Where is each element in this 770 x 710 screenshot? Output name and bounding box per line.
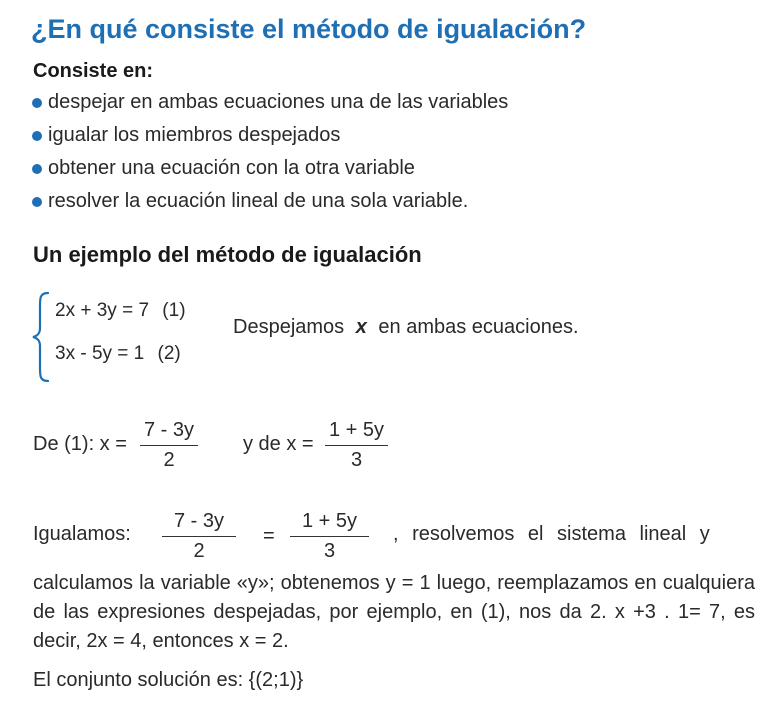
despeje-prefix: De (1): x =	[33, 433, 127, 455]
bullet-dot-icon	[32, 164, 42, 174]
fraction-numerator: 7 - 3y	[162, 510, 236, 537]
list-item-text: resolver la ecuación lineal de una sola variable.	[48, 190, 469, 212]
equation-2-tag: (2)	[157, 343, 181, 364]
equation-1	[55, 300, 186, 322]
fraction-denominator: 3	[350, 449, 363, 471]
list-item	[32, 124, 340, 147]
fraction-denominator: 2	[163, 449, 175, 471]
equation-2	[55, 343, 181, 365]
fraction-denominator: 3	[323, 540, 336, 562]
note-suffix: en ambas ecuaciones.	[378, 316, 579, 338]
despeje-middle: y de x =	[243, 433, 314, 455]
bullet-dot-icon	[32, 98, 42, 108]
bullet-dot-icon	[32, 197, 42, 207]
fraction-denominator: 2	[193, 540, 205, 562]
list-item	[32, 157, 415, 180]
solution-set: El conjunto solución es: {(2;1)}	[33, 669, 304, 691]
subheading: Consiste en:	[33, 60, 154, 82]
equation-1-expr: 2x + 3y = 7	[55, 300, 150, 321]
list-item-text: igualar los miembros despejados	[48, 124, 341, 146]
list-item	[32, 190, 468, 213]
example-heading: Un ejemplo del método de igualación	[33, 242, 422, 267]
fraction-numerator: 1 + 5y	[290, 510, 369, 537]
note-prefix: Despejamos	[233, 316, 345, 338]
fraction-igualamos-2	[290, 510, 369, 563]
brace-icon	[30, 290, 52, 384]
equation-2-expr: 3x - 5y = 1	[55, 343, 145, 364]
system-note	[233, 316, 579, 339]
equation-1-tag: (1)	[162, 300, 186, 321]
equals-sign: =	[263, 525, 275, 547]
list-item	[32, 91, 508, 114]
explanation-paragraph: calculamos la variable «y»; obtenemos y = 1 luego, reemplazamos en cualquiera de las expresiones despejadas, por ejemplo, en (1), nos da 2. x +3 . 1= 7, es decir, 2x = 4, entonces x = 2.	[33, 572, 755, 652]
fraction-numerator: 7 - 3y	[140, 419, 198, 446]
fraction-despeje-2	[325, 419, 388, 472]
list-item-text: despejar en ambas ecuaciones una de las variables	[48, 91, 509, 113]
fraction-igualamos-1	[162, 510, 236, 563]
fraction-numerator: 1 + 5y	[325, 419, 388, 446]
list-item-text: obtener una ecuación con la otra variable	[48, 157, 415, 179]
igualamos-label: Igualamos:	[33, 523, 131, 545]
igualamos-trail: , resolvemos el sistema lineal y	[393, 523, 710, 545]
note-variable: x	[355, 316, 367, 338]
page-title: ¿En qué consiste el método de igualación?	[31, 14, 587, 44]
bullet-dot-icon	[32, 131, 42, 141]
fraction-despeje-1	[140, 419, 198, 472]
